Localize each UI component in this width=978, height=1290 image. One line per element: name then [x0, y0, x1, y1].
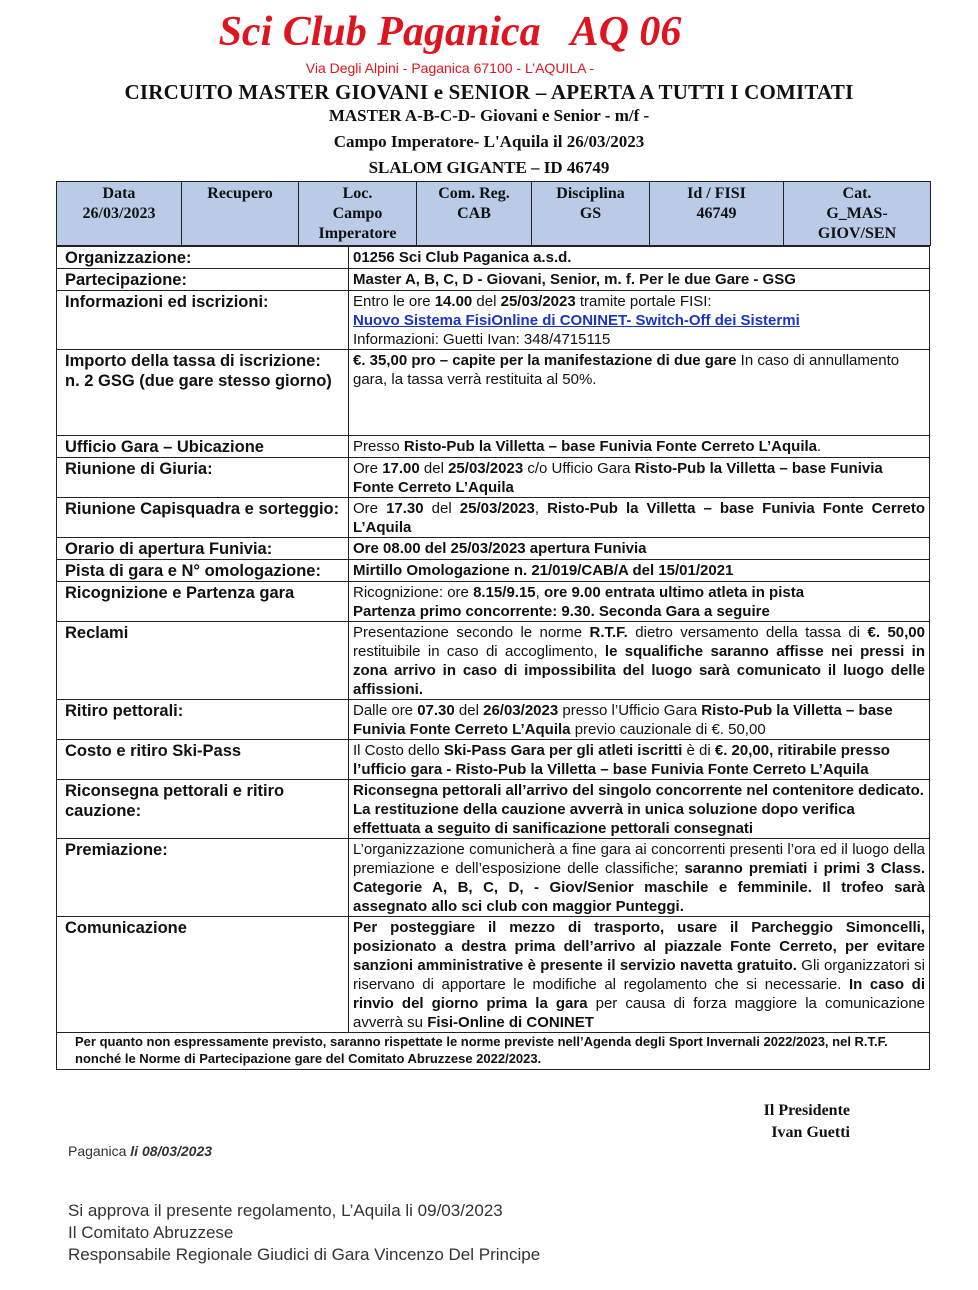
row-label: Importo della tassa di iscrizione: n. 2 GSG (due gare stesso giorno): [57, 350, 349, 436]
row-value: Ore 17.30 del 25/03/2023, Risto-Pub la Villetta – base Funivia Fonte Cerreto L’Aquila: [349, 498, 930, 538]
race-date-cell: Data 26/03/2023: [57, 182, 182, 246]
row-label: Ritiro pettorali:: [57, 700, 349, 740]
row-label: Reclami: [57, 622, 349, 700]
committee-line: Il Comitato Abruzzese: [68, 1223, 234, 1242]
row-value: Ore 08.00 del 25/03/2023 apertura Funivia: [349, 538, 930, 560]
row-label: Pista di gara e N° omologazione:: [57, 560, 349, 582]
fisionline-link[interactable]: Nuovo Sistema FisiOnline di CONINET- Switch-Off dei Sistermi: [353, 312, 800, 329]
row-label: Organizzazione:: [57, 247, 349, 269]
discipline-cell: Disciplina GS: [532, 182, 650, 246]
venue-date-heading: Campo Imperatore- L'Aquila il 26/03/2023: [333, 132, 645, 151]
table-row: [57, 560, 930, 582]
place-date: Paganica li 08/03/2023: [68, 1143, 213, 1159]
row-value: Per posteggiare il mezzo di trasporto, usare il Parcheggio Simoncelli, posizionato a destra prima dell’arrivo al piazzale Fonte Cerreto, per evitare sanzioni amministrative è presente il servizio navetta gratuito. Gli organizzatori si riservano di apportare le modifiche al regolamento che si necessarie. In caso di rinvio del giorno prima la gara per causa di forza maggiore la comunicazione avverrà su Fisi-Online di CONINET: [349, 917, 930, 1033]
signature-role: Il Presidente: [763, 1102, 850, 1119]
row-label: Riunione Capisquadra e sorteggio:: [57, 498, 349, 538]
row-label: Ricognizione e Partenza gara: [57, 582, 349, 622]
race-summary-row: [57, 182, 931, 246]
judges-line: Responsabile Regionale Giudici di Gara Vincenzo Del Principe: [68, 1245, 541, 1264]
category-cell: Cat. G_MAS- GIOV/SEN: [784, 182, 931, 246]
row-value: Riconsegna pettorali all’arrivo del singolo concorrente nel contenitore dedicato. La restituzione della cauzione avverrà in unica soluzione dopo verifica effettuata a seguito di sanificazione pettorali consegnati: [349, 780, 930, 839]
row-value: Il Costo dello Ski-Pass Gara per gli atleti iscritti è di €. 20,00, ritirabile presso l’ufficio gara - Risto-Pub la Villetta – base Funivia Fonte Cerreto L’Aquila: [349, 740, 930, 780]
row-label: Orario di apertura Funivia:: [57, 538, 349, 560]
row-value: Mirtillo Omologazione n. 21/019/CAB/A del 15/01/2021: [349, 560, 930, 582]
table-row: [57, 247, 930, 269]
location-cell: Loc. Campo Imperatore: [299, 182, 417, 246]
discipline-heading: SLALOM GIGANTE – ID 46749: [368, 158, 610, 177]
fisi-id-cell: Id / FISI 46749: [650, 182, 784, 246]
table-row: [57, 350, 930, 436]
table-row: [57, 622, 930, 700]
row-value: Presso Risto-Pub la Villetta – base Funivia Fonte Cerreto L’Aquila.: [349, 436, 930, 458]
row-value: Master A, B, C, D - Giovani, Senior, m. f. Per le due Gare - GSG: [349, 269, 930, 291]
table-row: [57, 538, 930, 560]
race-summary-table: [56, 181, 931, 246]
row-value: Ricognizione: ore 8.15/9.15, ore 9.00 entrata ultimo atleta in pista Partenza primo concorrente: 9.30. Seconda Gara a seguire: [349, 582, 930, 622]
row-value: Entro le ore 14.00 del 25/03/2023 tramite portale FISI: Nuovo Sistema FisiOnline di CONINET- Switch-Off dei Sistermi Informazioni: Guetti Ivan: 348/4715115: [349, 291, 930, 350]
row-value: €. 35,00 pro – capite per la manifestazione di due gare In caso di annullamento gara, la tassa verrà restituita al 50%.: [349, 350, 930, 436]
row-value: L’organizzazione comunicherà a fine gara ai concorrenti presenti l’ora ed il luogo della premiazione e dell’esposizione delle classifiche; saranno premiati i primi 3 Class. Categorie A, B, C, D, - Giov/Senior maschile e femminile. Il trofeo sarà assegnato allo sci club con maggior Punteggi.: [349, 839, 930, 917]
table-row: [57, 436, 930, 458]
table-row: [57, 740, 930, 780]
row-label: Comunicazione: [57, 917, 349, 1033]
row-label: Informazioni ed iscrizioni:: [57, 291, 349, 350]
table-row: [57, 269, 930, 291]
row-label: Riconsegna pettorali e ritiro cauzione:: [57, 780, 349, 839]
table-row: [57, 498, 930, 538]
row-label: Partecipazione:: [57, 269, 349, 291]
table-row: [57, 700, 930, 740]
club-address: Via Degli Alpini - Paganica 67100 - L’AQUILA -: [305, 60, 595, 76]
row-value: Dalle ore 07.30 del 26/03/2023 presso l’Ufficio Gara Risto-Pub la Villetta – base Funivia Fonte Cerreto L’Aquila previo cauzionale di €. 50,00: [349, 700, 930, 740]
approval-block: [68, 1200, 540, 1266]
row-value: Ore 17.00 del 25/03/2023 c/o Ufficio Gara Risto-Pub la Villetta – base Funivia Fonte Cerreto L’Aquila: [349, 458, 930, 498]
regional-committee-cell: Com. Reg. CAB: [417, 182, 532, 246]
footer-note: Per quanto non espressamente previsto, saranno rispettate le norme previste nell’Agenda degli Sport Invernali 2022/2023, nel R.T.F. nonché le Norme di Partecipazione gare del Comitato Abruzzese 2022/2023.: [57, 1033, 930, 1070]
table-row: [57, 291, 930, 350]
categories-heading: MASTER A-B-C-D- Giovani e Senior - m/f -: [328, 106, 650, 125]
circuit-heading: CIRCUITO MASTER GIOVANI e SENIOR – APERTA A TUTTI I COMITATI: [124, 80, 854, 104]
table-row: [57, 839, 930, 917]
table-row: [57, 780, 930, 839]
row-label: Riunione di Giuria:: [57, 458, 349, 498]
row-value: 01256 Sci Club Paganica a.s.d.: [349, 247, 930, 269]
row-value: Presentazione secondo le norme R.T.F. dietro versamento della tassa di €. 50,00 restituibile in caso di accoglimento, le squalifiche saranno affisse nei pressi in zona arrivo in caso di impossibilita del luogo sarà comunicato il luogo delle affissioni.: [349, 622, 930, 700]
race-info-table: [56, 246, 930, 1070]
signature-name: Ivan Guetti: [771, 1124, 850, 1141]
recupero-cell: Recupero: [182, 182, 299, 246]
table-row: [57, 917, 930, 1033]
footer-note-row: [57, 1033, 930, 1070]
row-label: Costo e ritiro Ski-Pass: [57, 740, 349, 780]
row-label: Ufficio Gara – Ubicazione: [57, 436, 349, 458]
club-title: Sci Club Paganica AQ 06: [218, 9, 682, 55]
contact-info: Informazioni: Guetti Ivan: 348/4715115: [353, 331, 611, 348]
table-row: [57, 458, 930, 498]
table-row: [57, 582, 930, 622]
approval-line: Si approva il presente regolamento, L’Aquila li 09/03/2023: [68, 1201, 503, 1220]
row-label: Premiazione:: [57, 839, 349, 917]
